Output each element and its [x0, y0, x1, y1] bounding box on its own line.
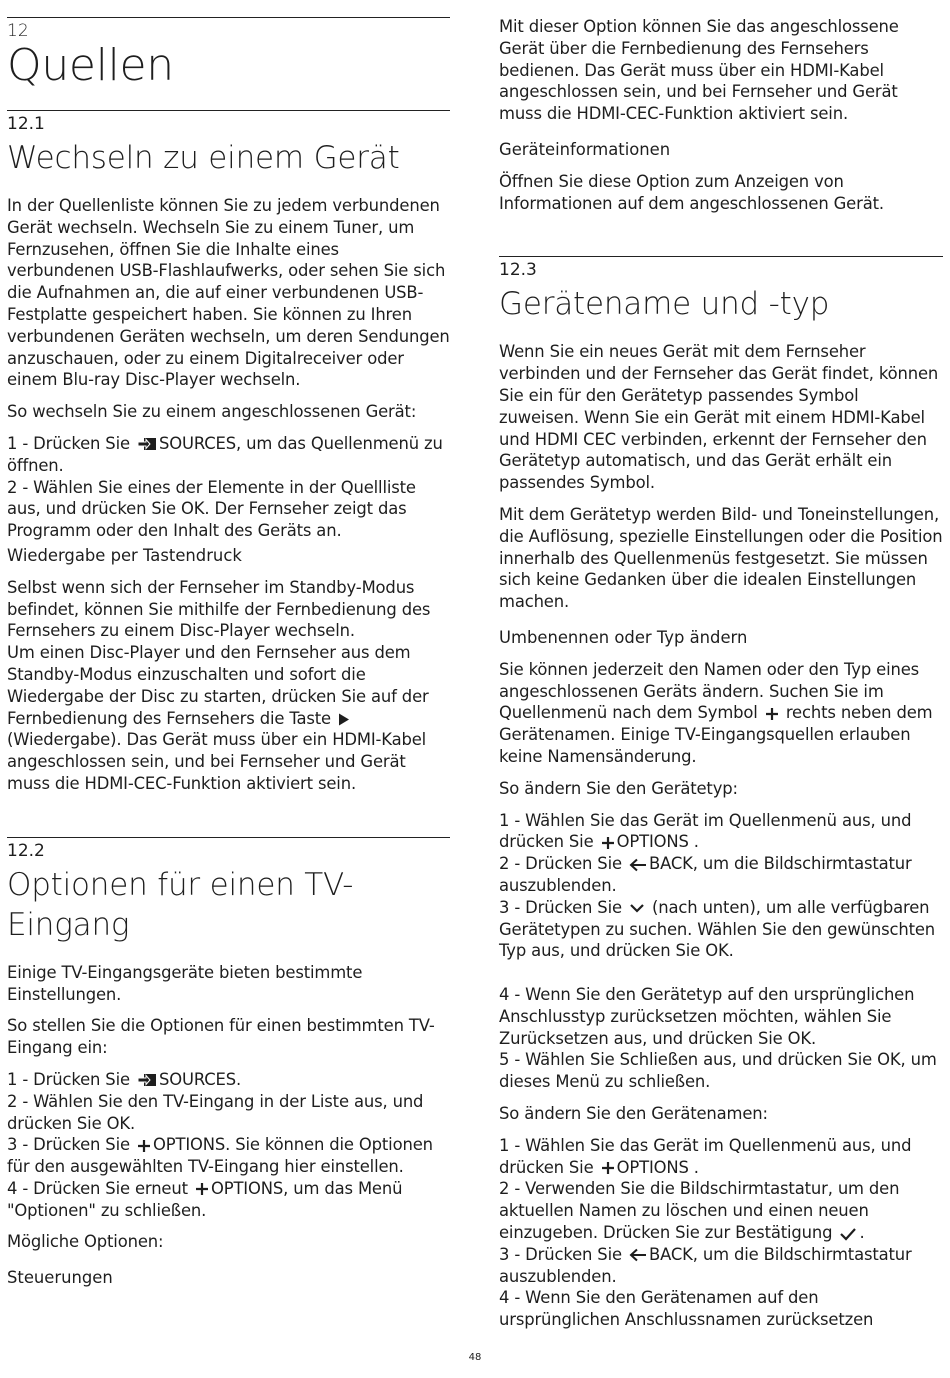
back-arrow-icon [629, 1248, 647, 1262]
step-item: 1 - Wählen Sie das Gerät im Quellenmenü aus, und drücken Sie OPTIONS . [499, 810, 912, 852]
chevron-down-icon [629, 902, 645, 914]
checkmark-icon [839, 1227, 857, 1241]
step-item: 2 - Verwenden Sie die Bildschirmtastatur, um den aktuellen Namen zu löschen und einen neuen einzugeben. Drücken Sie zur Bestätigung . [499, 1179, 900, 1243]
paragraph: Mit dem Gerätetyp werden Bild- und Toneinstellungen, die Auflösung, spezielle Einstellungen oder die Position innerhalb des Quellenmenüs festgesetzt. Sie müssen sich keine Gedanken über die idealen Einstellungen machen. [499, 504, 943, 612]
step-item: 4 - Wenn Sie den Gerätetyp auf den ursprünglichen Anschlusstyp zurücksetzen möchten, wählen Sie Zurücksetzen aus, und drücken Sie OK. [499, 985, 915, 1048]
subheading: Geräteinformationen [499, 139, 671, 159]
sources-icon [137, 1073, 157, 1087]
left-column [7, 0, 450, 1289]
paragraph: In der Quellenliste können Sie zu jedem verbundenen Gerät wechseln. Wechseln Sie zu einem Tuner, um Fernzusehen, öffnen Sie die Inhalte eines verbundenen USB-Flashlaufwerks, oder sehen Sie sich die Aufnahmen an, die auf einer verbundenen USB-Festplatte gespeichert haben. Sie können zu Ihren verbundenen Geräten wechseln, um deren Sendungen anzuschauen, oder zu einem Digitalreceiver oder einem Blu-ray Disc-Player wechseln. [7, 196, 450, 390]
step-item: 1 - Wählen Sie das Gerät im Quellenmenü aus, und drücken Sie OPTIONS . [499, 1135, 912, 1177]
paragraph: Sie können jederzeit den Namen oder den Typ eines angeschlossenen Geräts ändern. Suchen Sie im Quellenmenü nach dem Symbol rechts neben dem Gerätenamen. Einige TV-Eingangsquellen erlauben keine Namensänderung. [499, 659, 933, 766]
paragraph: So ändern Sie den Gerätenamen: [499, 1104, 768, 1124]
step-item: 5 - Wählen Sie Schließen aus, und drücken Sie OK, um dieses Menü zu schließen. [499, 1050, 937, 1092]
back-arrow-icon [629, 858, 647, 872]
section-number: 12.3 [499, 260, 537, 281]
step-item: 4 - Drücken Sie erneut OPTIONS, um das Menü "Optionen" zu schließen. [7, 1178, 403, 1220]
subheading: Steuerungen [7, 1268, 113, 1288]
step-item: 2 - Wählen Sie eines der Elemente in der Quellliste aus, und drücken Sie OK. Der Fernseher zeigt das Programm oder den Inhalt des Geräts an. [7, 477, 416, 541]
subheading: Umbenennen oder Typ ändern [499, 627, 748, 647]
paragraph: Mit dieser Option können Sie das angeschlossene Gerät über die Fernbedienung des Fernsehers bedienen. Das Gerät muss über ein HDMI-Kabel angeschlossen sein, und bei Fernseher und Gerät muss die HDMI-CEC-Funktion aktiviert sein. [499, 17, 899, 124]
step-item: 2 - Wählen Sie den TV-Eingang in der Liste aus, und drücken Sie OK. [7, 1091, 424, 1133]
plus-options-icon [195, 1182, 209, 1196]
paragraph: Selbst wenn sich der Fernseher im Standby-Modus befindet, können Sie mithilfe der Fernbedienung des Fernsehers zu einem Disc-Player wechseln. [7, 577, 431, 641]
section-title: Optionen für einen TV-Eingang [7, 866, 354, 943]
paragraph: Wenn Sie ein neues Gerät mit dem Fernseher verbinden und der Fernseher das Gerät findet, können Sie ein für den Gerätetyp passendes Symbol zuweisen. Wenn Sie ein Gerät mit einem HDMI-Kabel und HDMI CEC verbinden, erkennt der Fernseher den Gerätetyp automatisch, und das Gerät erhält ein passendes Symbol. [499, 342, 939, 493]
step-item: 3 - Drücken Sie OPTIONS. Sie können die Optionen für den ausgewählten TV-Eingang hier einstellen. [7, 1135, 433, 1177]
section-title: Gerätename und -typ [499, 286, 830, 323]
step-item: 2 - Drücken Sie BACK, um die Bildschirmtastatur auszublenden. [499, 854, 912, 895]
paragraph: Mögliche Optionen: [7, 1232, 164, 1252]
step-item: 3 - Drücken Sie (nach unten), um alle verfügbaren Gerätetypen zu suchen. Wählen Sie den gewünschten Typ aus, und drücken Sie OK. [499, 897, 936, 961]
paragraph: Öffnen Sie diese Option zum Anzeigen von Informationen auf dem angeschlossenen Gerät. [499, 171, 884, 213]
plus-options-icon [137, 1139, 151, 1153]
section-number: 12.1 [7, 114, 45, 134]
paragraph: Einige TV-Eingangsgeräte bieten bestimmte Einstellungen. [7, 962, 363, 1004]
chapter-number: 12 [7, 21, 29, 41]
sources-icon [137, 437, 157, 451]
paragraph: So ändern Sie den Gerätetyp: [499, 778, 738, 798]
plus-options-icon [765, 707, 779, 721]
plus-options-icon [601, 836, 615, 850]
step-item: 4 - Wenn Sie den Gerätenamen auf den ursprünglichen Anschlussnamen zurücksetzen [499, 1288, 874, 1330]
section-title: Wechseln zu einem Gerät [7, 140, 400, 176]
step-item: 3 - Drücken Sie BACK, um die Bildschirmtastatur auszublenden. [499, 1244, 912, 1286]
chapter-title: Quellen [7, 40, 174, 91]
section-number: 12.2 [7, 840, 45, 861]
subheading: Wiedergabe per Tastendruck [7, 545, 242, 565]
plus-options-icon [601, 1161, 615, 1175]
page-number: 48 [468, 1352, 482, 1363]
step-item: 1 - Drücken Sie SOURCES, um das Quellenmenü zu öffnen. [7, 433, 443, 475]
right-column [499, 0, 943, 1331]
play-icon [338, 713, 350, 726]
paragraph: So stellen Sie die Optionen für einen bestimmten TV-Eingang ein: [7, 1016, 435, 1058]
step-item: 1 - Drücken Sie SOURCES. [7, 1069, 242, 1089]
paragraph: Um einen Disc-Player und den Fernseher aus dem Standby-Modus einzuschalten und sofort die Wiedergabe der Disc zu starten, drücken Sie auf der Fernbedienung des Fernsehers die Taste (Wiedergabe). Das Gerät muss über ein HDMI-Kabel angeschlossen sein, und bei Fernseher und Gerät muss die HDMI-CEC-Funktion aktiviert sein. [7, 643, 429, 793]
paragraph: So wechseln Sie zu einem angeschlossenen Gerät: [7, 402, 417, 422]
